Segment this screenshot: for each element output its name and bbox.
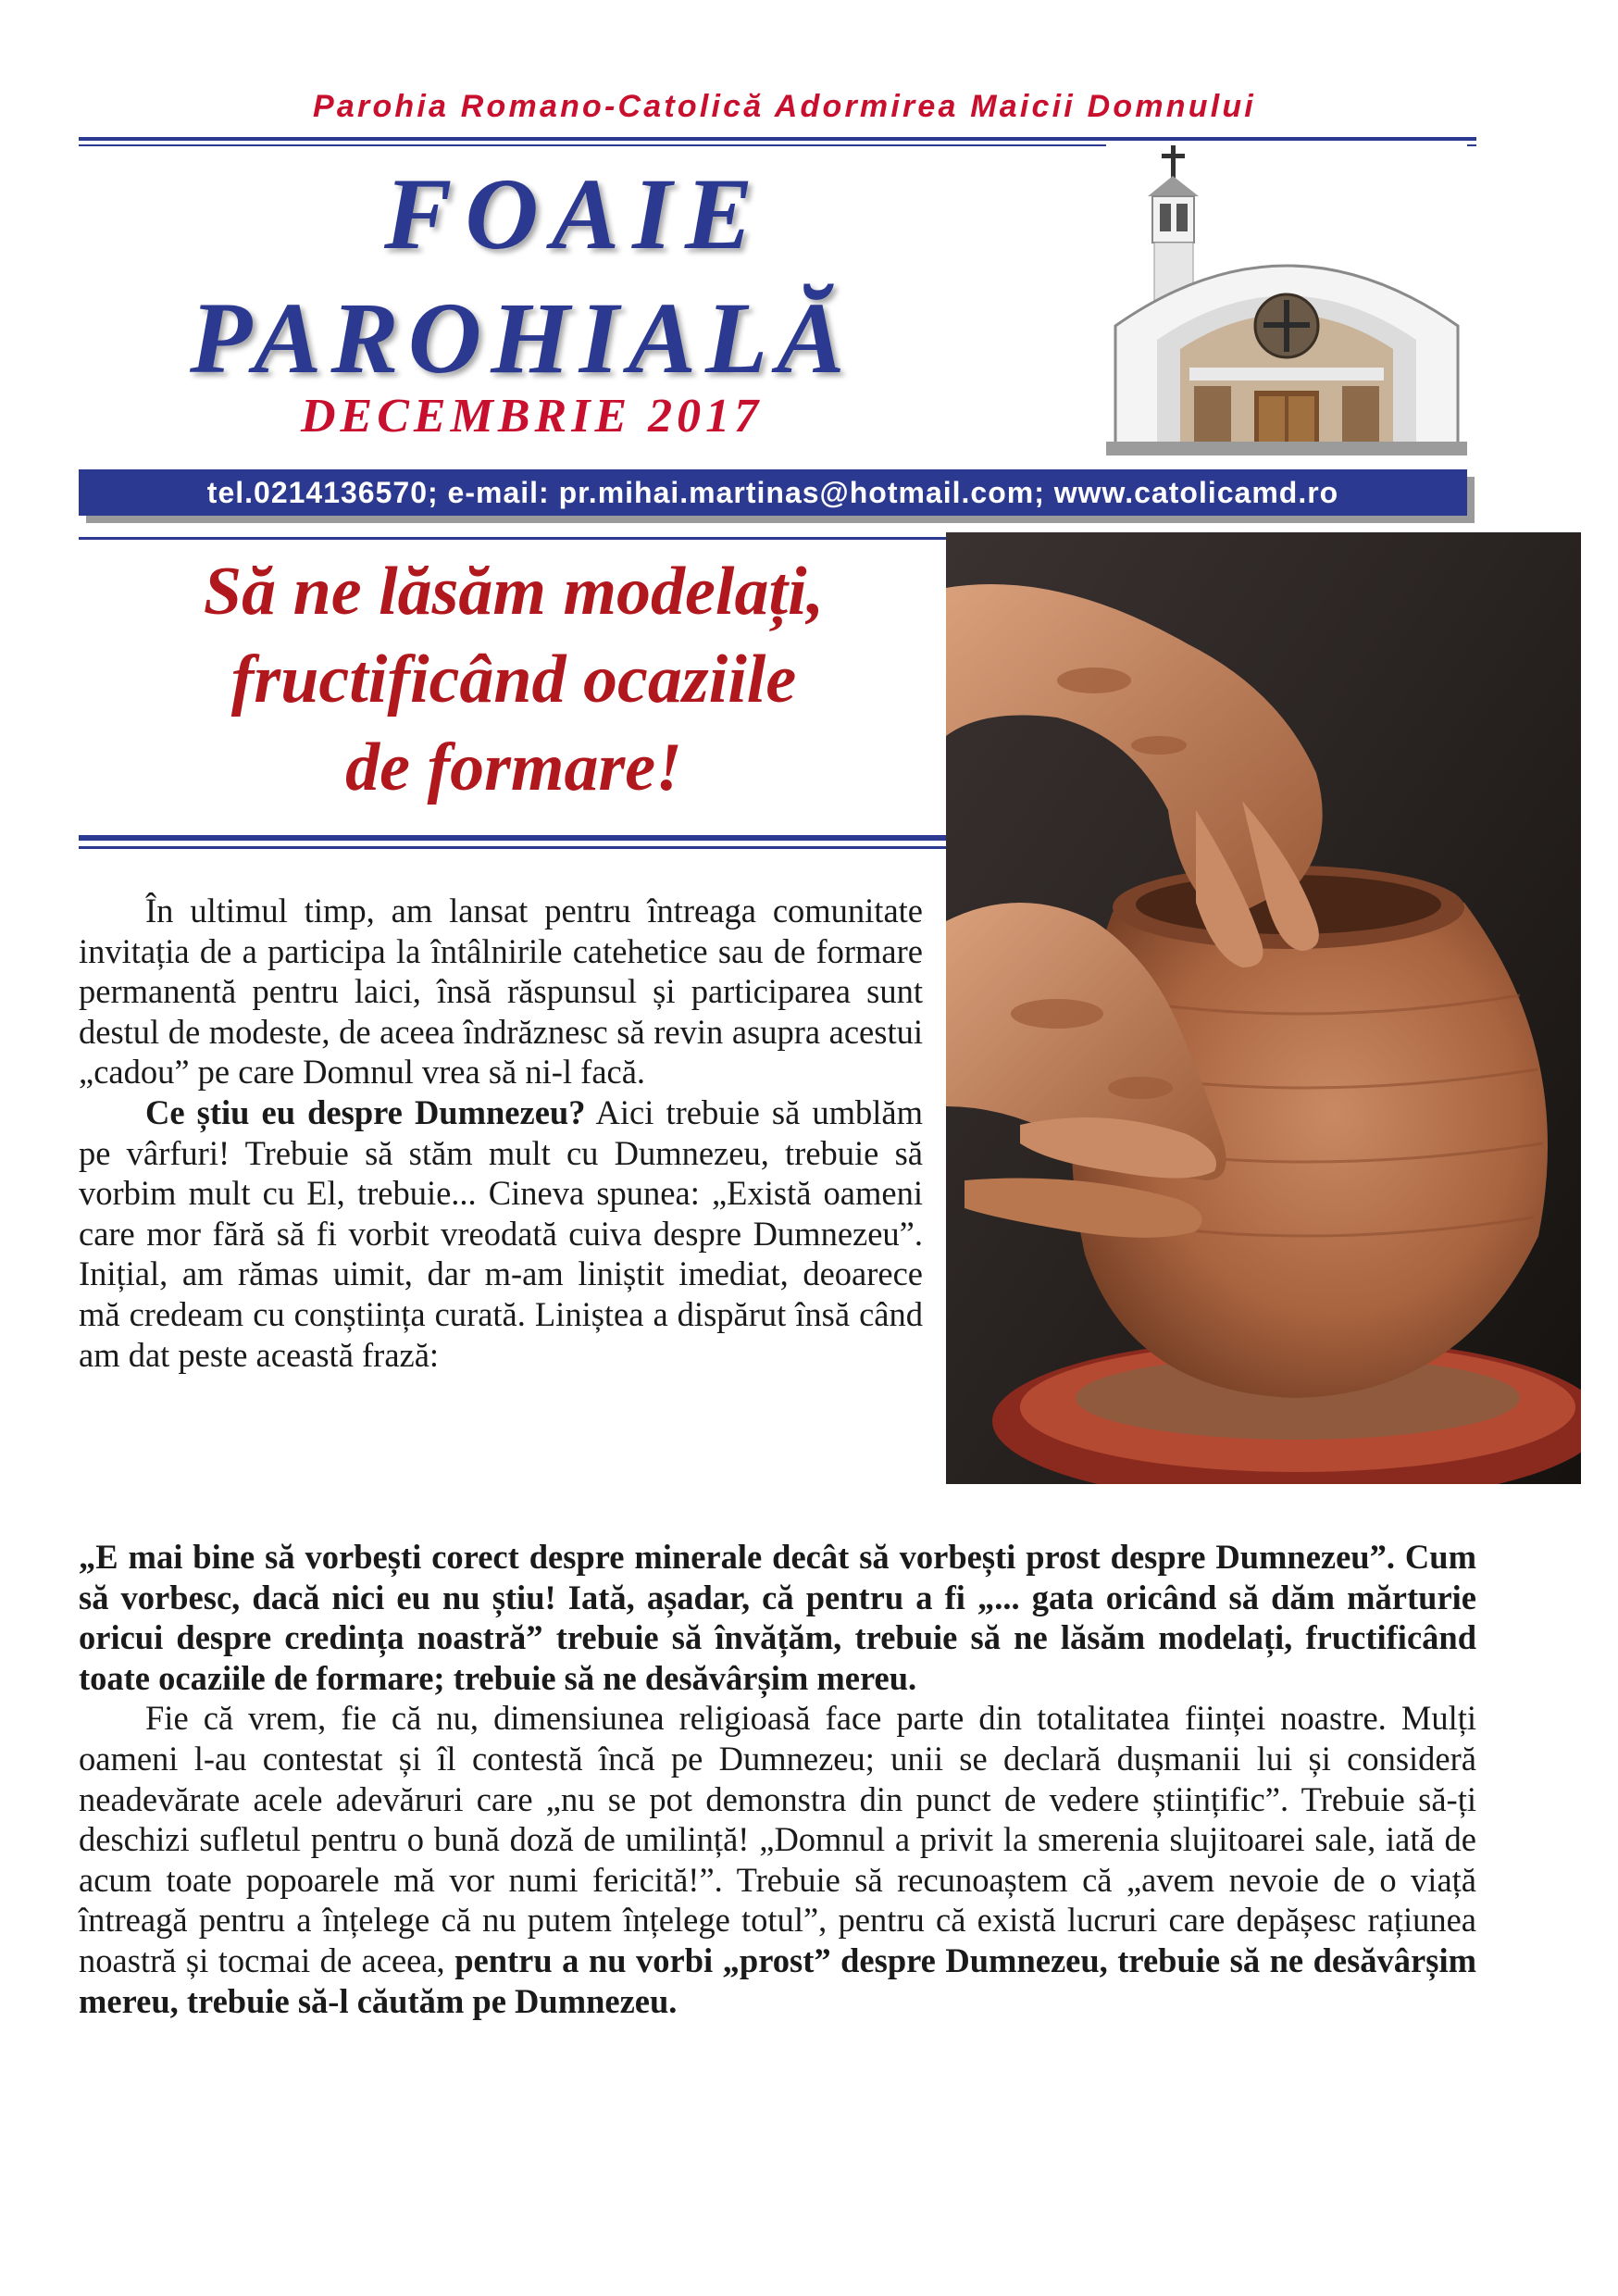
parish-name: Parohia Romano-Catolică Adormirea Maicii Domnului	[313, 89, 1256, 124]
pottery-hands-photo	[946, 532, 1581, 1484]
contact-bar: tel.0214136570; e-mail: pr.mihai.martinas@hotmail.com; www.catolicamd.ro	[79, 469, 1467, 516]
headline-line-2: fructificând ocaziile	[230, 642, 797, 718]
article-body-column	[79, 891, 923, 1375]
newsletter-title-line2: PAROHIALĂ	[190, 281, 854, 394]
paragraph-3-closing: pentru a nu vorbi „prost” despre Dumnezeu, trebuie să ne desăvârșim mereu, trebuie să-l căutăm pe Dumnezeu.	[79, 1940, 1476, 2020]
paragraph-3-text: Fie că vrem, fie că nu, dimensiunea religioasă face parte din totalitatea ființei noastre. Mulți oameni l-au contestat și îl contestă încă pe Dumnezeu; unii se declară dușmanii lui și consideră neadevărate acele adevăruri care „nu se pot demonstra din punct de vedere științific”. Trebuie să-ți deschizi sufletul pentru o bună doză de umilință! „Domnul a privit la smerenia slujitoarei sale, iată de acum toate popoarele mă vor numi fericită!”. Trebuie să recunoaștem că „avem nevoie de o viață întreagă pentru a înțelege că nu putem înțelege totul”, pentru că există lucruri care depășesc rațiunea noastră și tocmai de aceea,	[79, 1699, 1476, 1979]
issue-date: DECEMBRIE 2017	[301, 390, 764, 443]
paragraph-1: În ultimul timp, am lansat pentru întreaga comunitate invitația de a participa la întâlnirile catehetice sau de formare permanentă pentru laici, însă răspunsul și participarea sunt destul de modeste, de aceea îndrăznesc să revin asupra acestui „cadou” pe care Domnul vrea să ni-l facă.	[79, 892, 923, 1092]
paragraph-2-text: Aici trebuie să umblăm pe vârfuri! Trebuie să stăm mult cu Dumnezeu, trebuie să vorbim mult cu El, trebuie... Cineva spunea: „Există oameni care mor fără să fi vorbit vreodată cuiva despre Dumnezeu”. Inițial, am rămas uimit, dar m-am liniștit imediat, deoarece mă credeam cu conștiința curată. Liniștea a dispărut însă când am dat peste această frază:	[79, 1092, 923, 1374]
newsletter-title-line1: FOAIE	[384, 157, 766, 270]
headline-rule-bottom-2	[79, 846, 946, 849]
headline-rule-top	[79, 537, 946, 540]
headline-rule-bottom	[79, 835, 946, 841]
church-photo	[1106, 141, 1467, 455]
headline-line-1: Să ne lăsăm modelați,	[203, 554, 825, 630]
article-headline	[79, 548, 949, 812]
paragraph-2	[79, 1092, 923, 1375]
article-body-full	[79, 1537, 1476, 2021]
paragraph-3	[79, 1698, 1476, 2021]
paragraph-2-emphasis: „E mai bine să vorbești corect despre minerale decât să vorbești prost despre Dumnezeu”. Cum să vorbesc, dacă nici eu nu știu! Iată, așadar, că pentru a fi „... gata oricând să dăm mărturie oricui despre credința noastră” trebuie să învățăm, trebuie să ne lăsăm modelați, fructificând toate ocaziile de formare; trebuie să ne desăvârșim mereu.	[79, 1538, 1476, 1697]
headline-line-3: de formare!	[345, 730, 682, 805]
paragraph-2-lead: Ce știu eu despre Dumnezeu?	[145, 1092, 586, 1131]
